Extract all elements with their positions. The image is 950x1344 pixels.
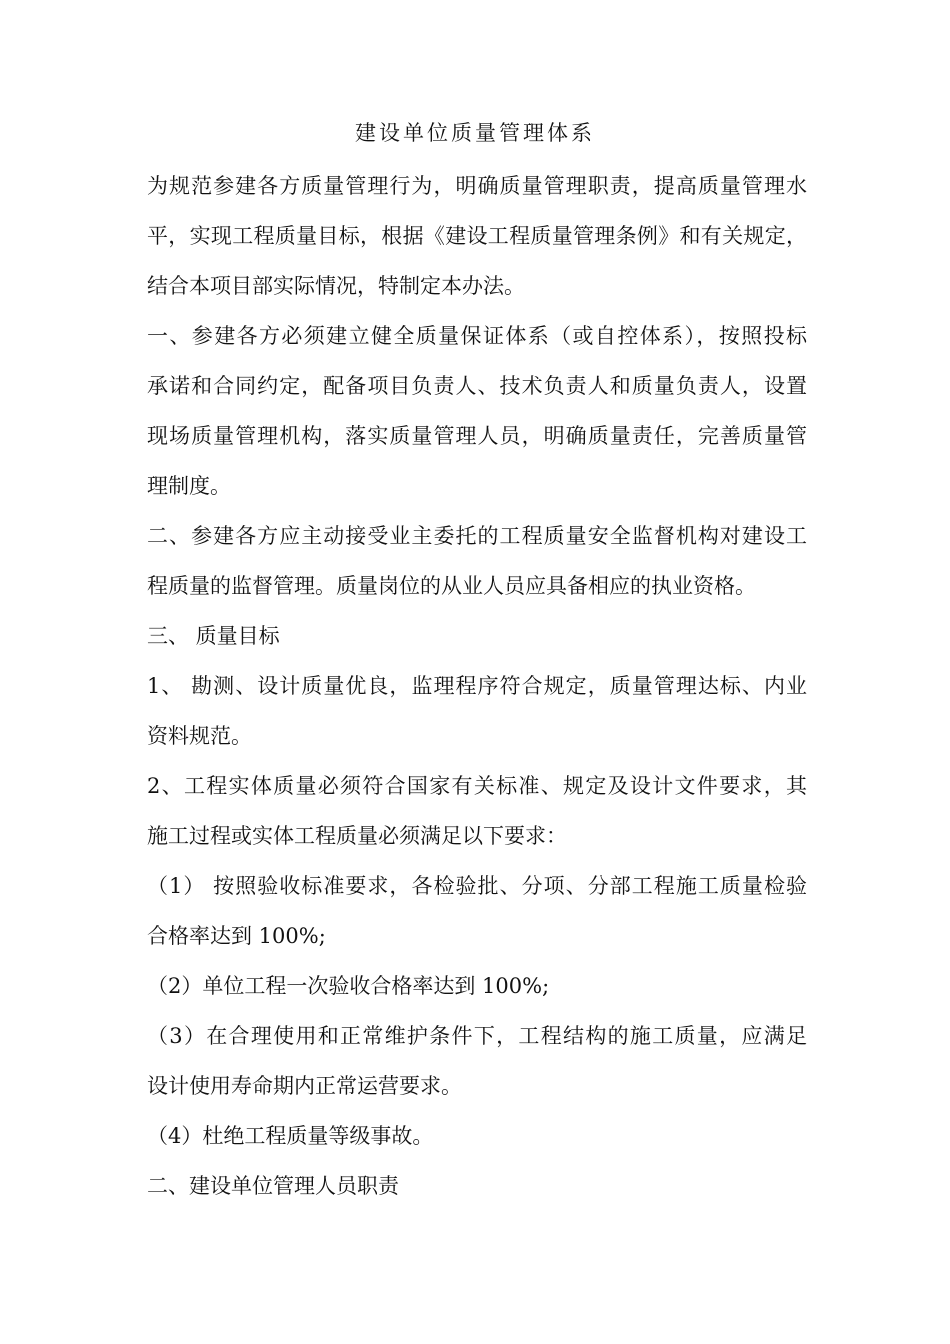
- paragraph-line: 施工过程或实体工程质量必须满足以下要求：: [147, 824, 567, 848]
- paragraph-line: 二、参建各方应主动接受业主委托的工程质量安全监督机构对建设工: [147, 524, 807, 548]
- paragraph-line: 一、参建各方必须建立健全质量保证体系（或自控体系），按照投标: [147, 324, 807, 348]
- paragraph-line: 结合本项目部实际情况，特制定本办法。: [147, 274, 525, 298]
- section-heading: 二、建设单位管理人员职责: [147, 1174, 399, 1198]
- paragraph-line: 现场质量管理机构，落实质量管理人员，明确质量责任，完善质量管: [147, 424, 807, 448]
- document-title: 建设单位质量管理体系: [355, 121, 595, 145]
- list-item-line: （2）单位工程一次验收合格率达到 100%;: [147, 974, 550, 998]
- list-item-line: （3）在合理使用和正常维护条件下，工程结构的施工质量，应满足: [147, 1024, 807, 1048]
- paragraph-line: 承诺和合同约定，配备项目负责人、技术负责人和质量负责人，设置: [147, 374, 807, 398]
- list-item-line: （1） 按照验收标准要求，各检验批、分项、分部工程施工质量检验: [147, 874, 807, 898]
- paragraph-line: 资料规范。: [147, 724, 252, 748]
- paragraph-line: 为规范参建各方质量管理行为，明确质量管理职责，提高质量管理水: [147, 174, 807, 198]
- list-item-line: 设计使用寿命期内正常运营要求。: [147, 1074, 462, 1098]
- paragraph-line: 理制度。: [147, 474, 231, 498]
- paragraph-line: 程质量的监督管理。质量岗位的从业人员应具备相应的执业资格。: [147, 574, 756, 598]
- paragraph-line: 2、工程实体质量必须符合国家有关标准、规定及设计文件要求，其: [147, 774, 807, 798]
- list-item-line: （4）杜绝工程质量等级事故。: [147, 1124, 434, 1148]
- paragraph-line: 平，实现工程质量目标，根据《建设工程质量管理条例》和有关规定，: [147, 224, 807, 248]
- paragraph-line: 1、 勘测、设计质量优良，监理程序符合规定，质量管理达标、内业: [147, 674, 807, 698]
- section-heading: 三、 质量目标: [147, 624, 280, 648]
- list-item-line: 合格率达到 100%;: [147, 924, 326, 948]
